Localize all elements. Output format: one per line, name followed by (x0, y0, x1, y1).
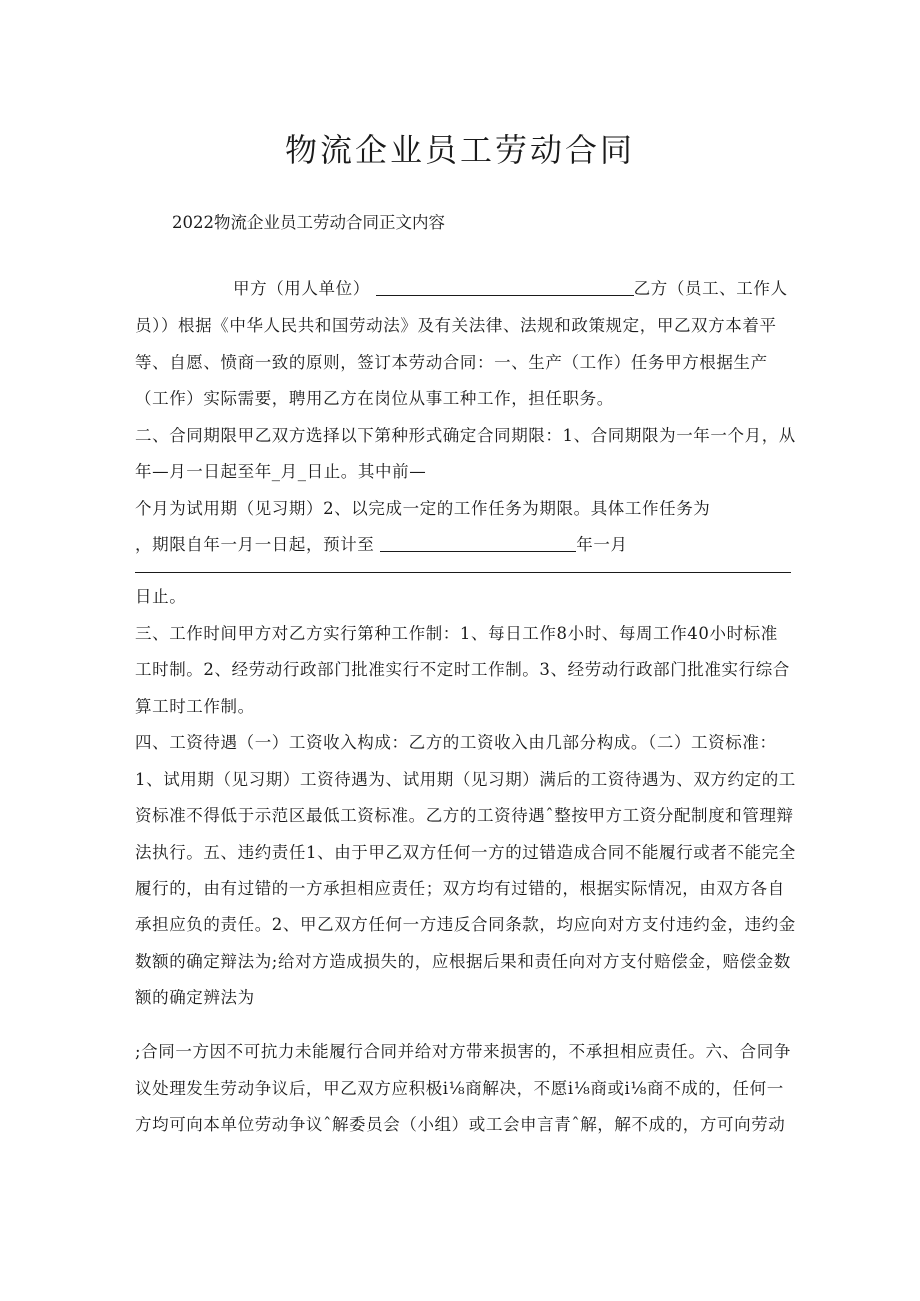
period-end-label: 年一月 (576, 535, 628, 554)
party-a-blank (376, 277, 634, 296)
text-line-15: 资标准不得低于示范区最低工资标准。乙方的工资待遇ˆ整按甲方工资分配制度和管理辩 (135, 806, 794, 825)
text-line-03: 等、自愿、愤商一致的原则，签订本劳动合同：一、生产（工作）任务甲方根据生产 (135, 353, 768, 372)
text-line-05: 二、合同期限甲乙双方选择以下第种形式确定合同期限：1、合同期限为一年一个月，从 (135, 426, 796, 445)
text-line-17: 履行的，由有过错的一方承担相应责任；双方均有过错的，根据实际情况，由双方各自 (135, 879, 785, 898)
text-line-18: 承担应负的责任。2、甲乙双方任何一方违反合同条款，均应向对方支付违约金，违约金 (135, 915, 796, 934)
text-line-11: 工时制。2、经劳动行政部门批准实行不定时工作制。3、经劳动行政部门批准实行综合 (135, 660, 790, 679)
text-line-01 (233, 276, 788, 302)
text-line-14: 1、试用期（见习期）工资待遇为、试用期（见习期）满后的工资待遇为、双方约定的工 (135, 770, 796, 789)
horizontal-rule (135, 572, 791, 573)
document-subtitle: 2022物流企业员工劳动合同正文内容 (172, 213, 445, 232)
text-line-02: 员））根据《中华人民共和国劳动法》及有关法律、法规和政策规定，甲乙双方本着平 (135, 316, 777, 335)
period-label: ，期限自年一月一日起，预计至 (135, 535, 375, 554)
text-line-09: 日止。 (135, 587, 187, 606)
document-title: 物流企业员工劳动合同 (284, 131, 635, 169)
text-line-08 (135, 532, 628, 558)
text-line-07: 个月为试用期（见习期）2、以完成一定的工作任务为期限。具体工作任务为 (135, 499, 711, 518)
text-line-23: 方均可向本单位劳动争议ˆ解委员会（小组）或工会申言青ˆ解，解不成的，方可向劳动 (135, 1115, 786, 1134)
text-line-06: 年—月一日起至年_月_日止。其中前— (135, 462, 427, 481)
period-blank (380, 533, 576, 552)
text-line-13: 四、工资待遇（一）工资收入构成：乙方的工资收入由几部分构成。（二）工资标准： (135, 733, 777, 752)
text-line-19: 数额的确定辩法为;给对方造成损失的，应根据后果和责任向对方支付赔偿金，赔偿金数 (135, 952, 791, 971)
text-line-22: 议处理发生劳动争议后，甲乙双方应积极i⅛商解决，不愿i⅛商或i⅛商不成的，任何一 (135, 1079, 784, 1098)
party-a-label: 甲方（用人单位） (233, 279, 370, 298)
text-line-20: 额的确定辨法为 (135, 988, 255, 1007)
text-line-16: 法执行。五、违约责任1、由于甲乙双方任何一方的过错造成合同不能履行或者不能完全 (135, 843, 796, 862)
text-line-21: ;合同一方因不可抗力未能履行合同并给对方带来损害的，不承担相应责任。六、合同争 (135, 1042, 791, 1061)
text-line-04: （工作）实际需要，聘用乙方在岗位从事工种工作，担任职务。 (135, 389, 614, 408)
text-line-10: 三、工作时间甲方对乙方实行第种工作制：1、每日工作8小时、每周工作40小时标准 (135, 624, 778, 643)
text-line-12: 算工时工作制。 (135, 697, 255, 716)
party-b-label: 乙方（员工、工作人 (633, 279, 788, 298)
